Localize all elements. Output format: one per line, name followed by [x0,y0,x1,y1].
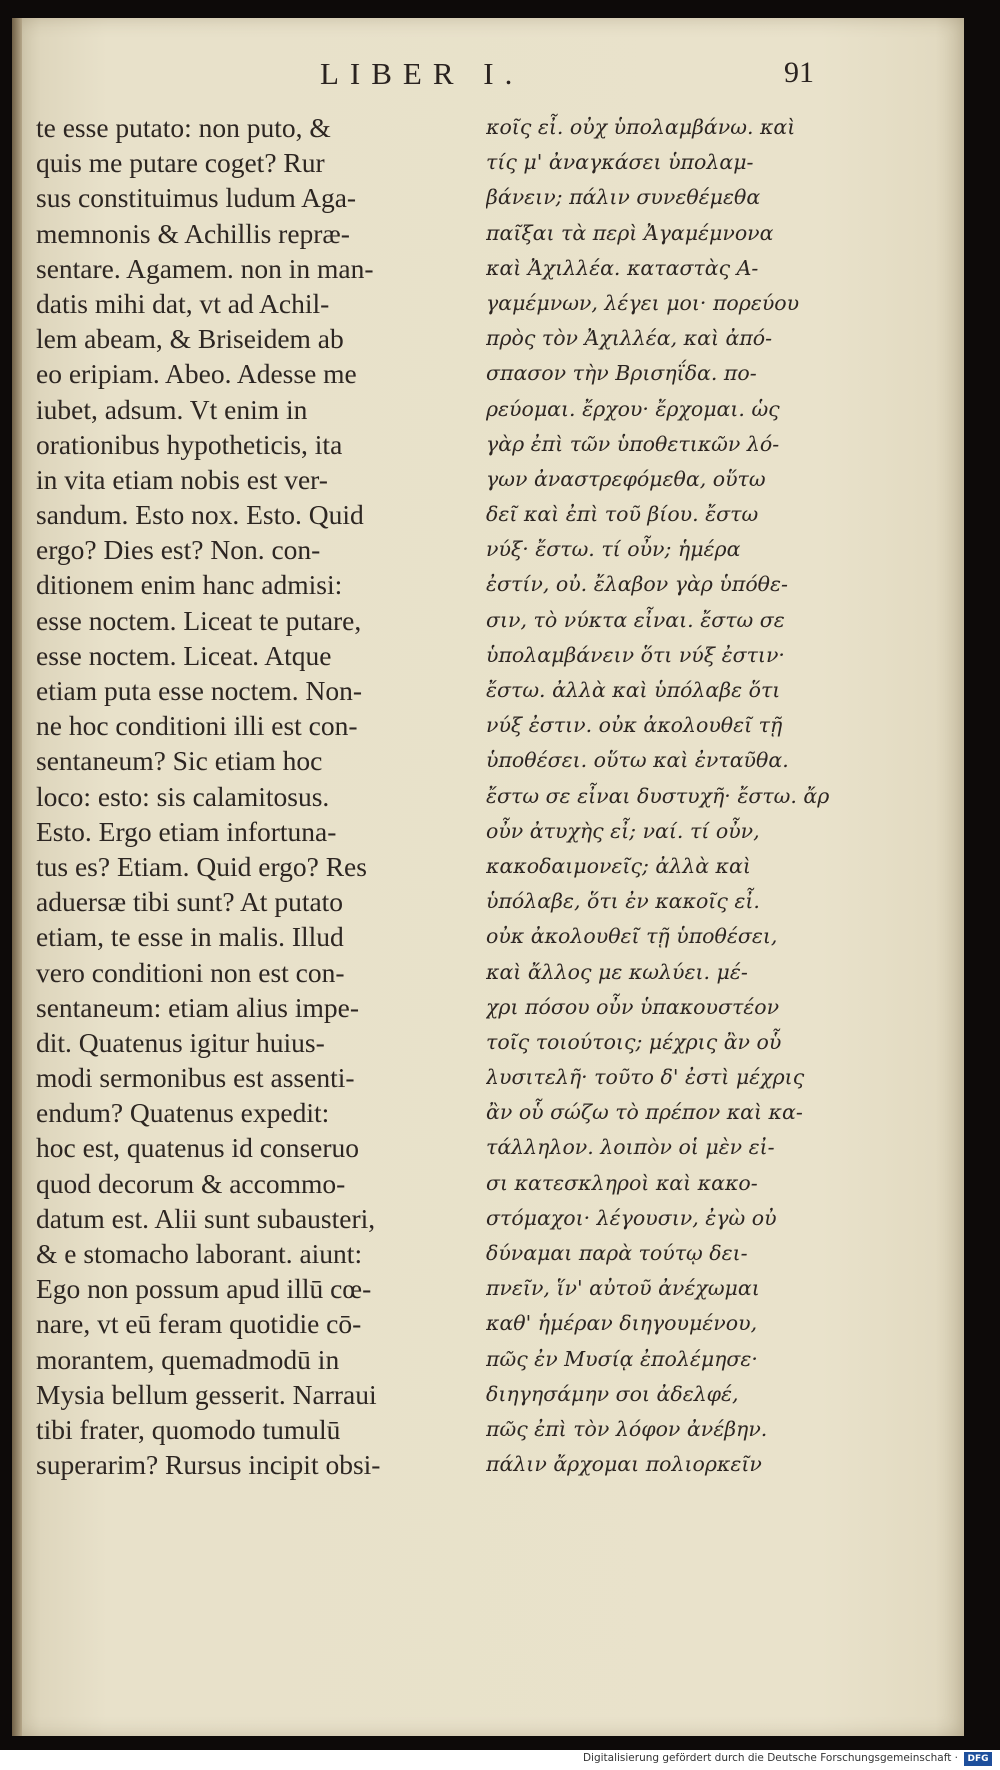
greek-line: γαμέμνων, λέγει μοι· πορεύου [486,290,800,315]
latin-line: ditionem enim hanc admisi: [36,569,343,601]
latin-text-column [36,110,481,1482]
latin-line: hoc est, quatenus id conseruo [36,1132,360,1164]
latin-line: dit. Quatenus igitur huius- [36,1026,325,1058]
latin-line: sentaneum: etiam alius impe- [36,991,360,1023]
greek-line: καὶ ἄλλος με κωλύει. μέ- [486,959,748,984]
latin-line: superarim? Rursus incipit obsi- [36,1449,381,1481]
greek-line: γὰρ ἐπὶ τῶν ὑποθετικῶν λό- [486,431,780,456]
greek-text-column [486,110,836,1482]
greek-line: νύξ· ἔστω. τί οὖν; ἡμέρα [486,537,741,562]
latin-line: iubet, adsum. Vt enim in [36,393,308,425]
greek-line: παῖξαι τὰ περὶ Ἀγαμέμνονα [486,220,774,245]
latin-line: vero conditioni non est con- [36,956,345,988]
latin-line: loco: esto: sis calamitosus. [36,780,330,812]
greek-line: σιν, τὸ νύκτα εἶναι. ἔστω σε [486,607,785,632]
greek-line: ἂν οὗ σώζω τὸ πρέπον καὶ κα- [486,1100,803,1125]
greek-line: ὑπολαμβάνειν ὅτι νύξ ἐστιν· [486,642,785,667]
latin-line: ne hoc conditioni illi est con- [36,710,358,742]
greek-line: σι κατεσκληροὶ καὶ κακο- [486,1170,758,1195]
greek-line: δεῖ καὶ ἐπὶ τοῦ βίου. ἔστω [486,502,759,527]
greek-line: ὑποθέσει. οὕτω καὶ ἐνταῦθα. [486,748,789,773]
greek-line: κοῖς εἶ. οὐχ ὑπολαμβάνω. καὶ [486,115,796,139]
latin-line: quod decorum & accommo- [36,1167,346,1199]
latin-line: sandum. Esto nox. Esto. Quid [36,499,364,531]
greek-line: διηγησάμην σοι ἀδελφέ, [486,1381,739,1406]
latin-line: esse noctem. Liceat. Atque [36,639,332,671]
latin-line: te esse putato: non puto, & [36,112,331,143]
latin-line: datum est. Alii sunt subausteri, [36,1202,376,1234]
greek-line: γων ἀναστρεφόμεθα, οὕτω [486,466,766,491]
greek-line: στόμαχοι· λέγουσιν, ἐγὼ οὐ [486,1205,777,1230]
dfg-logo: DFG [964,1752,992,1766]
latin-line: tus es? Etiam. Quid ergo? Res [36,850,367,882]
greek-line: βάνειν; πάλιν συνεθέμεθα [486,185,761,210]
latin-line: nare, vt eū feram quotidie cō- [36,1308,362,1340]
greek-line: πνεῖν, ἵν' αὐτοῦ ἀνέχωμαι [486,1276,760,1301]
latin-line: lem abeam, & Briseidem ab [36,323,344,355]
greek-line: ἐστίν, οὐ. ἔλαβον γὰρ ὑπόθε- [486,572,788,597]
greek-line: πάλιν ἄρχομαι πολιορκεῖν [486,1452,762,1477]
latin-line: aduersæ tibi sunt? At putato [36,886,344,918]
latin-line: morantem, quemadmodū in [36,1343,340,1375]
greek-line: οὖν ἀτυχὴς εἶ; ναί. τί οὖν, [486,818,760,843]
latin-line: quis me putare coget? Rur [36,147,325,179]
greek-line: ὑπόλαβε, ὅτι ἐν κακοῖς εἶ. [486,889,760,914]
page-gutter-edge [12,18,22,1736]
latin-line: ergo? Dies est? Non. con- [36,534,321,566]
latin-line: datis mihi dat, vt ad Achil- [36,287,330,319]
greek-line: πῶς ἐν Μυσίᾳ ἐπολέμησε· [486,1346,758,1371]
greek-line: πρὸς τὸν Ἀχιλλέα, καὶ ἀπό- [486,326,773,351]
greek-line: λυσιτελῆ· τοῦτο δ' ἐστὶ μέχρις [486,1065,805,1090]
running-head: LIBER I. [320,56,524,91]
greek-line: δύναμαι παρὰ τούτῳ δει- [486,1241,748,1265]
latin-line: in vita etiam nobis est ver- [36,463,328,495]
greek-line: σπασον τὴν Βρισηΐδα. πο- [486,361,757,386]
latin-line: Ego non possum apud illū cœ- [36,1273,372,1305]
greek-line: ἔστω. ἀλλὰ καὶ ὑπόλαβε ὅτι [486,678,781,702]
latin-line: Esto. Ergo etiam infortuna- [36,815,337,847]
latin-line: memnonis & Achillis repræ- [36,217,350,249]
latin-line: endum? Quatenus expedit: [36,1097,330,1129]
greek-line: καὶ Ἀχιλλέα. καταστὰς Α- [486,255,759,280]
latin-line: eo eripiam. Abeo. Adesse me [36,358,357,390]
digitization-credit: Digitalisierung gefördert durch die Deutsche Forschungsgemeinschaft · [582,1752,958,1764]
latin-line: esse noctem. Liceat te putare, [36,604,362,636]
greek-line: οὐκ ἀκολουθεῖ τῇ ὑποθέσει, [486,924,778,949]
latin-line: etiam, te esse in malis. Illud [36,921,344,953]
latin-line: sentare. Agamem. non in man- [36,252,374,284]
greek-line: ρεύομαι. ἔρχου· ἔρχομαι. ὡς [486,396,780,421]
latin-line: etiam puta esse noctem. Non- [36,675,363,706]
latin-line: sus constituimus ludum Aga- [36,182,357,214]
greek-line: ἔστω σε εἶναι δυστυχῆ· ἔστω. ἄρ [486,783,830,808]
latin-line: Mysia bellum gesserit. Narraui [36,1378,377,1410]
latin-line: modi sermonibus est assenti- [36,1062,355,1094]
latin-line: sentaneum? Sic etiam hoc [36,745,323,777]
greek-line: κακοδαιμονεῖς; ἀλλὰ καὶ [486,853,751,878]
greek-line: πῶς ἐπὶ τὸν λόφον ἀνέβην. [486,1416,768,1441]
greek-line: καθ' ἡμέραν διηγουμένου, [486,1311,758,1336]
greek-line: χρι πόσου οὖν ὑπακουστέον [486,994,780,1019]
greek-line: νύξ ἐστιν. οὐκ ἀκολουθεῖ τῇ [486,713,783,738]
page-number: 91 [784,56,814,89]
greek-line: τοῖς τοιούτοις; μέχρις ἂν οὗ [486,1029,782,1054]
latin-line: & e stomacho laborant. aiunt: [36,1238,363,1269]
greek-line: τίς μ' ἀναγκάσει ὑπολαμ- [486,150,754,175]
latin-line: tibi frater, quomodo tumulū [36,1413,341,1445]
greek-line: τάλληλον. λοιπὸν οἱ μὲν εἰ- [486,1135,775,1160]
latin-line: orationibus hypotheticis, ita [36,428,343,460]
